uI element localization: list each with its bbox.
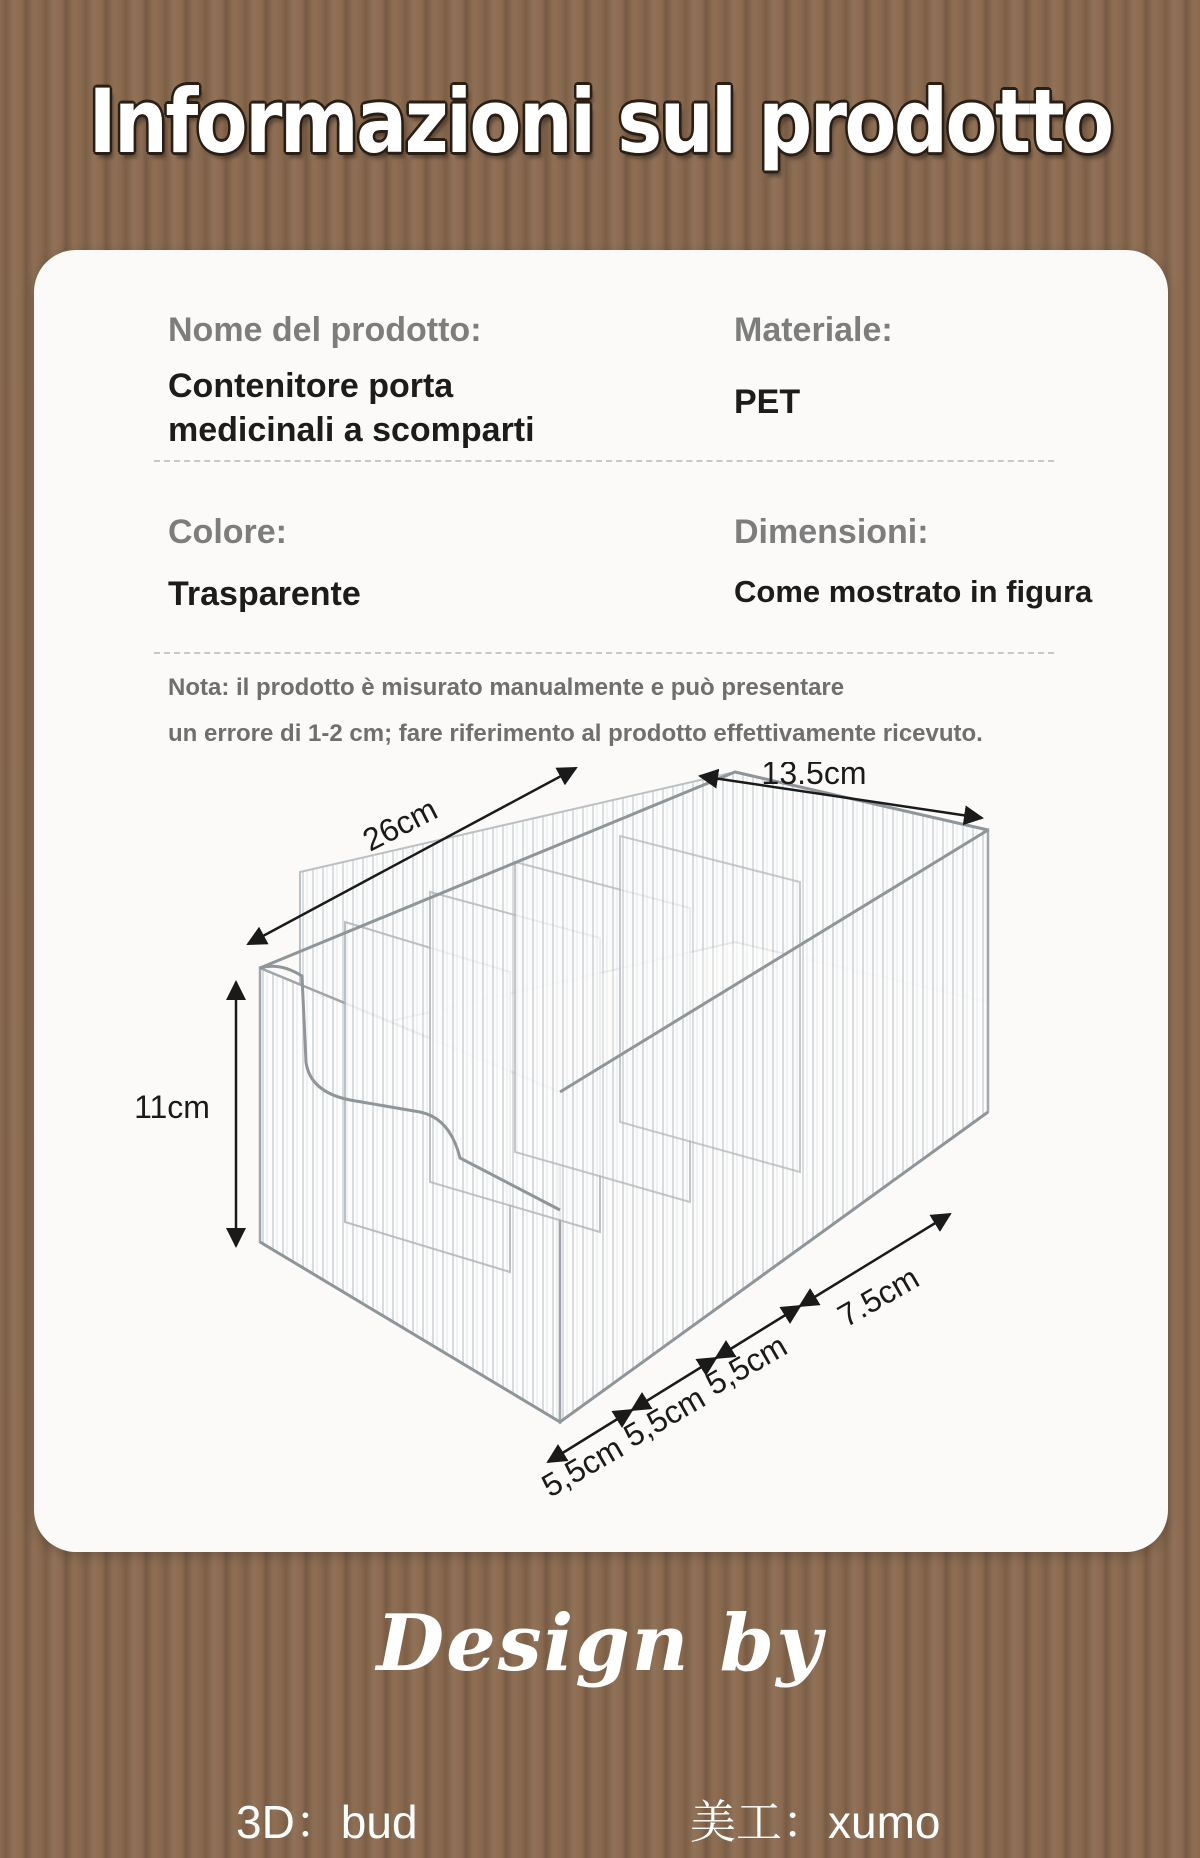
product-info-card xyxy=(34,250,1168,1552)
width-label: 13.5cm xyxy=(761,762,867,791)
product-name-value-line2: medicinali a scomparti xyxy=(168,411,535,450)
organizer-box-drawing xyxy=(260,772,988,1422)
product-dimension-figure xyxy=(120,762,1120,1522)
dimensions-value: Come mostrato in figura xyxy=(734,574,1093,609)
credit-art: 美工：xumo xyxy=(690,1796,941,1848)
note-line-1: Nota: il prodotto è misurato manualmente e può presentare xyxy=(168,674,845,701)
credit-3d: 3D：bud xyxy=(236,1796,418,1848)
color-label: Colore: xyxy=(168,513,287,551)
compartment-label-3: 5,5cm xyxy=(699,1327,793,1403)
note-line-2: un errore di 1-2 cm; fare riferimento al prodotto effettivamente ricevuto. xyxy=(168,720,983,747)
height-label: 11cm xyxy=(134,1089,210,1125)
material-value: PET xyxy=(734,383,801,421)
divider xyxy=(154,460,1054,462)
color-value: Trasparente xyxy=(168,575,361,613)
length-label: 26cm xyxy=(356,790,443,859)
material-label: Materiale: xyxy=(734,311,893,349)
product-name-label: Nome del prodotto: xyxy=(168,311,482,349)
product-name-value xyxy=(168,364,535,452)
design-by-heading: Design by xyxy=(376,1598,824,1689)
product-name-value-line1: Contenitore porta xyxy=(168,367,454,405)
compartment-label-2: 5,5cm xyxy=(617,1379,711,1455)
compartment-label-4: 7.5cm xyxy=(831,1259,925,1335)
compartment-label-1: 5,5cm xyxy=(535,1429,629,1505)
dimensions-label: Dimensioni: xyxy=(734,513,929,551)
page-title: Informazioni sul prodotto xyxy=(88,70,1112,173)
divider xyxy=(154,652,1054,654)
